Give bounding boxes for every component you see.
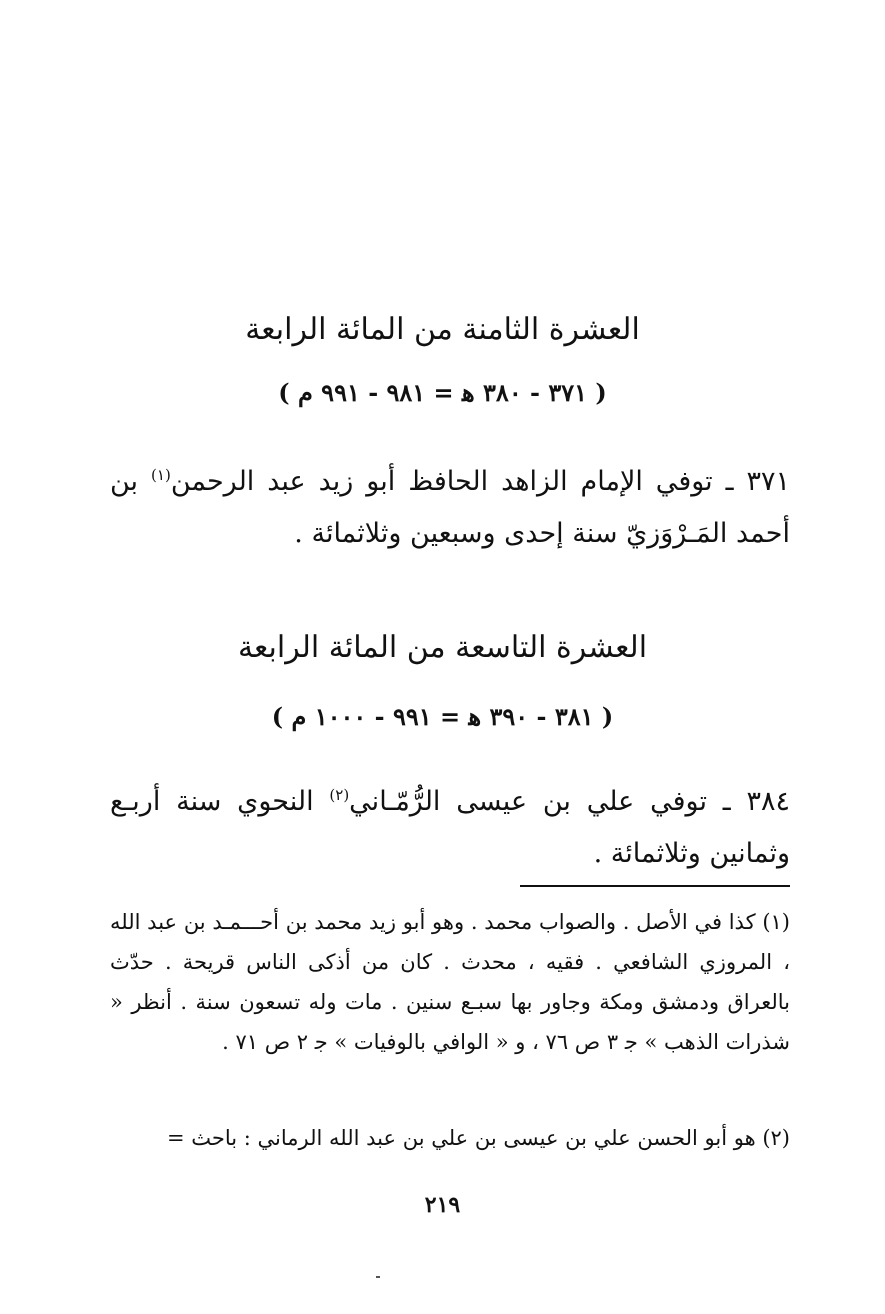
footnote-1: (١) كذا في الأصل . والصواب محمد . وهو أبو زيد محمد بن أحـــمـد بن عبد الله ، المروزي الشافعي . فقيه ، محدث . كان من أذكى الناس قريحة . حدّث بالعراق ودمشق ومكة وجاور بها سبـع سنين . مات وله تسعون سنة . أنظر « شذرات الذهب » ﺟ ٣ ص ٧٦ ، و « الوافي بالوفيات » ﺟ ٢ ص ٧١ . (110, 910, 790, 1054)
footnote-2: (٢) هو أبو الحسن علي بن عيسى بن علي بن عبد الله الرماني : باحث = (167, 1126, 790, 1150)
section-dates-eighth-decade: ( ٣٧١ - ٣٨٠ ﻫ = ٩٨١ - ٩٩١ م ) (278, 378, 607, 407)
entry-371 (110, 456, 790, 560)
entry-384 (110, 776, 790, 880)
section-heading-eighth-decade: العشرة الثامنة من المائة الرابعة (245, 312, 640, 347)
section-heading-ninth-decade: العشرة التاسعة من المائة الرابعة (237, 630, 648, 665)
entry-371-text-end: بن أحمد المَـرْوَزيّ سنة إحدى وسبعين وثلاثمائة . (110, 466, 790, 549)
entry-384-text-start: ٣٨٤ ـ توفي علي بن عيسى الرُّمّـاني (349, 786, 791, 817)
entry-384-text-end: النحوي سنة أربـع وثمانين وثلاثمائة . (110, 786, 790, 869)
scan-speck (376, 1276, 380, 1278)
footnote-separator (520, 885, 790, 887)
page-number: ٢١٩ (424, 1192, 461, 1218)
entry-371-text-start: ٣٧١ ـ توفي الإمام الزاهد الحافظ أبو زيد عبد الرحمن (170, 466, 791, 497)
footnote-ref-1: (١) (151, 466, 171, 484)
section-dates-ninth-decade: ( ٣٨١ - ٣٩٠ ﻫ = ٩٩١ - ١٠٠٠ م ) (271, 702, 614, 731)
footnote-ref-2: (٢) (329, 786, 350, 804)
